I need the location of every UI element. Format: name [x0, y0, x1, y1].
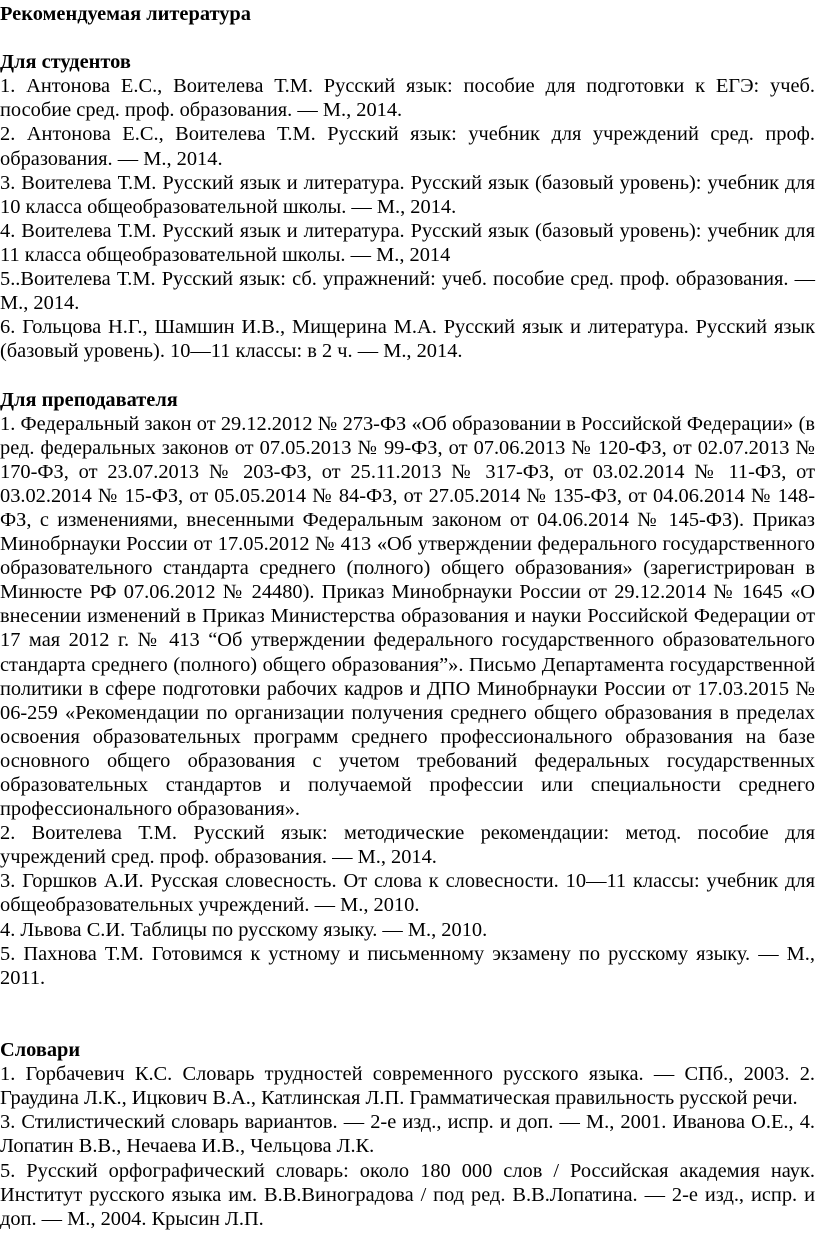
- list-item: 1. Антонова Е.С., Воителева Т.М. Русский язык: пособие для подготовки к ЕГЭ: учеб. пособие сред. проф. образования. — М., 2014.: [0, 75, 815, 122]
- list-item: 4. Львова С.И. Таблицы по русскому языку. — М., 2010.: [0, 918, 488, 941]
- document-body: [0, 2, 815, 1231]
- list-item: 2. Антонова Е.С., Воителева Т.М. Русский язык: учебник для учреждений сред. проф. образования. — М., 2014.: [0, 123, 815, 170]
- section-heading-teachers: Для преподавателя: [0, 388, 178, 411]
- list-item: 2. Воителева Т.М. Русский язык: методические рекомендации: метод. пособие для учреждений сред. проф. образования. — М., 2014.: [0, 822, 815, 869]
- list-item: 1. Горбачевич К.С. Словарь трудностей современного русского языка. — СПб., 2003. 2. Граудина Л.К., Ицкович В.А., Катлинская Л.П. Грамматическая правильность русской речи.: [0, 1063, 815, 1110]
- list-item: 3. Стилистический словарь вариантов. — 2-е изд., испр. и доп. — М., 2001. Иванова О.Е., 4. Лопатин В.В., Нечаева И.В., Чельцова Л.К.: [0, 1111, 815, 1158]
- list-item: 6. Гольцова Н.Г., Шамшин И.В., Мищерина М.А. Русский язык и литература. Русский язык (базовый уровень). 10—11 классы: в 2 ч. — М., 2014.: [0, 316, 815, 363]
- spacer: [0, 990, 815, 1038]
- list-item: 5. Русский орфографический словарь: около 180 000 слов / Российская академия наук. Институт русского языка им. В.В.Виноградова / под ред. В.В.Лопатина. — 2-е изд., испр. и доп. — М., 2004. Крысин Л.П.: [0, 1159, 815, 1230]
- list-item: 3. Горшков А.И. Русская словесность. От слова к словесности. 10—11 классы: учебник для общеобразовательных учреждений. — М., 2010.: [0, 870, 815, 917]
- list-item: 4. Воителева Т.М. Русский язык и литература. Русский язык (базовый уровень): учебник для 11 класса общеобразовательной школы. — М., 2014: [0, 219, 815, 266]
- spacer: [0, 363, 815, 387]
- list-item: 5..Воителева Т.М. Русский язык: сб. упражнений: учеб. пособие сред. проф. образования. — М., 2014.: [0, 268, 815, 315]
- list-item: 1. Федеральный закон от 29.12.2012 № 273-ФЗ «Об образовании в Российской Федерации» (в ред. федеральных законов от 07.05.2013 № 99-ФЗ, от 07.06.2013 № 120-ФЗ, от 02.07.2013 № 170-ФЗ, от 23.07.2013 № 203-ФЗ, от 25.11.2013 № 317-ФЗ, от 03.02.2014 № 11-ФЗ, от 03.02.2014 № 15-ФЗ, от 05.05.2014 № 84-ФЗ, от 27.05.2014 № 135-ФЗ, от 04.06.2014 № 148-ФЗ, с изменениями, внесенными Федеральным законом от 04.06.2014 № 145-ФЗ). Приказ Минобрнауки России от 17.05.2012 № 413 «Об утверждении федерального государственного образовательного стандарта среднего (полного) общего образования» (зарегистрирован в Минюсте РФ 07.06.2012 № 24480). Приказ Минобрнауки России от 29.12.2014 № 1645 «О внесении изменений в Приказ Министерства образования и науки Российской Федерации от 17 мая 2012 г. № 413 “Об утверждении федерального государственного образовательного стандарта среднего (полного) общего образования”». Письмо Департамента государственной политики в сфере подготовки рабочих кадров и ДПО Минобрнауки России от 17.03.2015 № 06-259 «Рекомендации по организации получения среднего общего образования в пределах освоения образовательных программ среднего профессионального образования на базе основного общего образования с учетом требований федеральных государственных образовательных стандартов и получаемой профессии или специальности среднего профессионального образования».: [0, 412, 815, 821]
- section-heading-dictionaries: Словари: [0, 1039, 81, 1062]
- spacer: [0, 26, 815, 50]
- list-item: 3. Воителева Т.М. Русский язык и литература. Русский язык (базовый уровень): учебник для 10 класса общеобразовательной школы. — М., 2014.: [0, 171, 815, 218]
- list-item: 5. Пахнова Т.М. Готовимся к устному и письменному экзамену по русскому языку. — М., 2011.: [0, 942, 815, 989]
- page-title: Рекомендуемая литература: [0, 3, 251, 25]
- section-heading-students: Для студентов: [0, 51, 131, 74]
